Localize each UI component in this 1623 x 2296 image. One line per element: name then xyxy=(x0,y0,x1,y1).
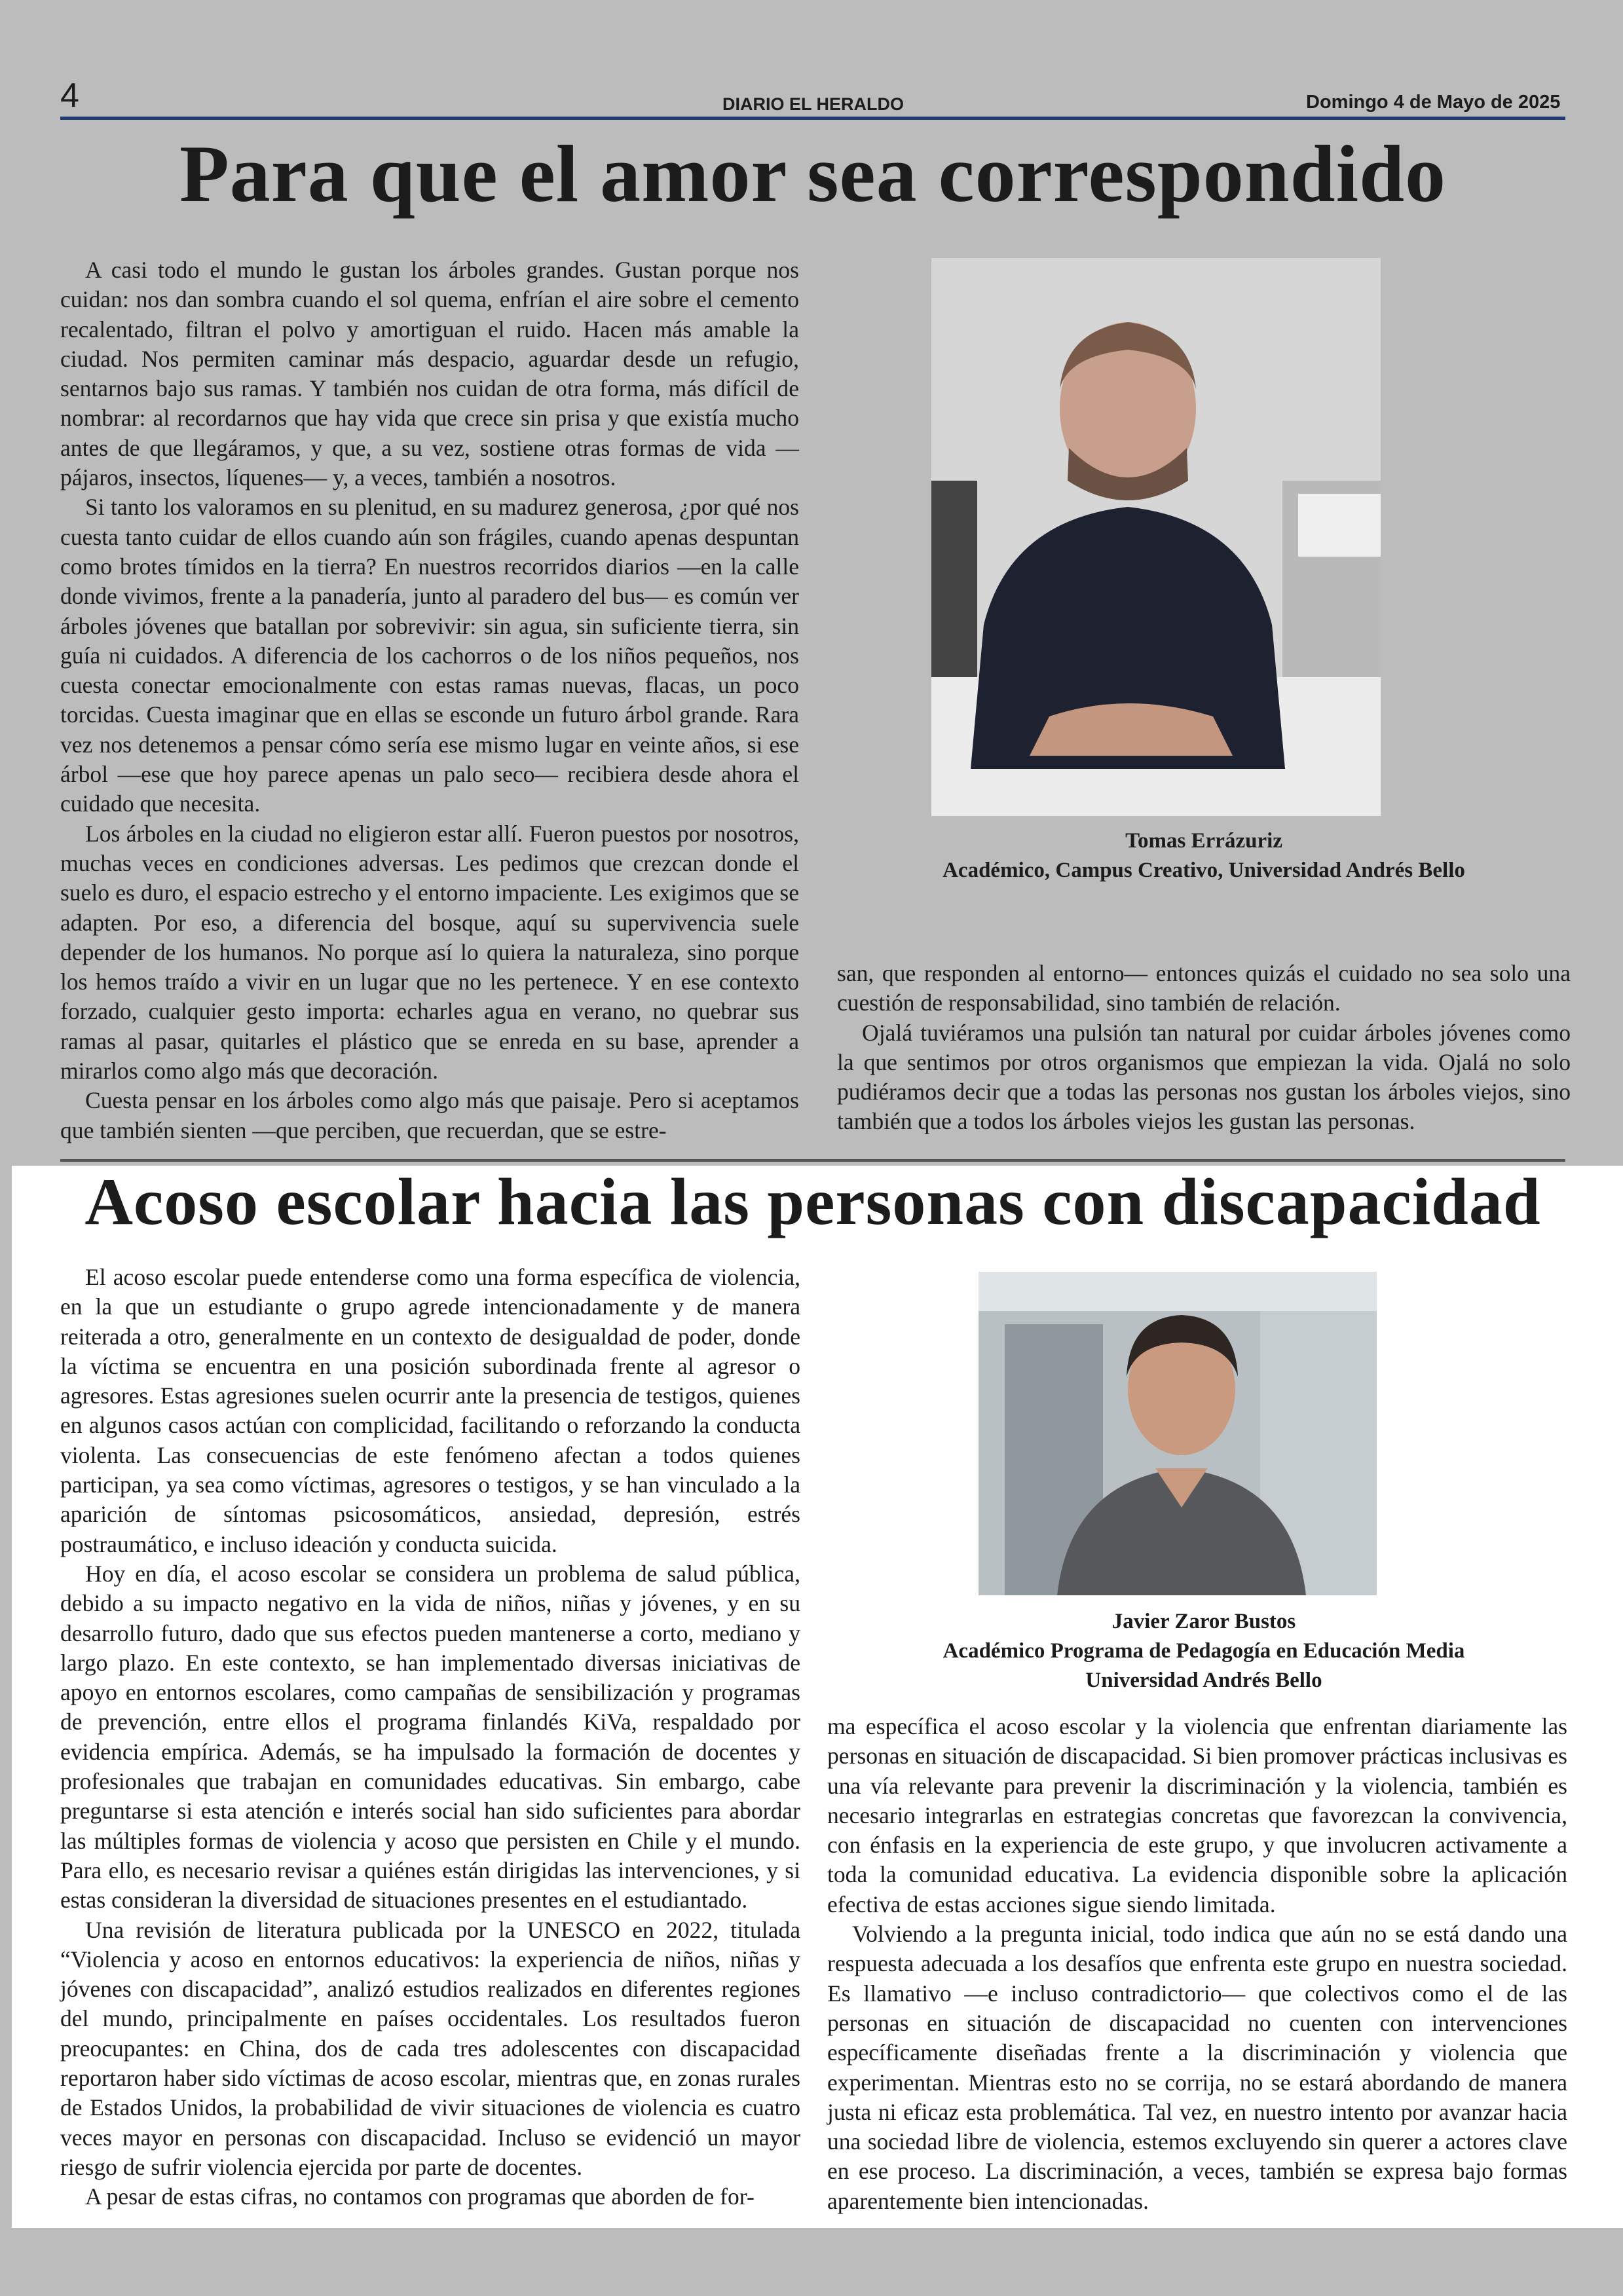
paragraph: Volviendo a la pregunta inicial, todo indica que aún no se está dando una respuesta adecuada a los desafíos que enfrenta este grupo en nuestra sociedad. Es llamativo —e incluso contradictorio— que colectivos como el de las personas en situación de discapacidad no cuenten con intervenciones específicamente diseñadas frente a la discriminación y violencia que experimentan. Mientras esto no se corrija, no se estará abordando de manera justa ni eficaz esta problemática. Tal vez, en nuestro intento por avanzar hacia una sociedad libre de violencia, estemos excluyendo sin querer a actores clave en ese proceso. La discriminación, a veces, también se expresa bajo formas aparentemente bien intencionadas. xyxy=(827,1921,1567,2214)
paragraph: Hoy en día, el acoso escolar se considera un problema de salud pública, debido a su impacto negativo en la vida de niños, niñas y jóvenes, y en su desarrollo futuro, dado que sus efectos pueden mantenerse a corto, mediano y largo plazo. En este contexto, se han implementado diversas iniciativas de apoyo en entornos escolares, como campañas de sensibilización y programas de prevención, entre ellos el programa finlandés KiVa, respaldado por evidencia empírica. Además, se ha impulsado la formación de docentes y profesionales que trabajan en comunidades educativas. Sin embargo, cabe preguntarse si esta atención e interés social han sido suficientes para abordar las múltiples formas de violencia y acoso que persisten en Chile y el mundo. Para ello, es necesario revisar a quiénes están dirigidas las intervenciones, y si estas consideran la diversidad de situaciones presentes en el estudiantado. xyxy=(60,1560,800,1914)
paragraph: El acoso escolar puede entenderse como una forma específica de violencia, en la que un estudiante o grupo agrede intencionadamente y de manera reiterada a otro, generalmente en un contexto de desigualdad de poder, donde la víctima se encuentra en una posición subordinada frente al agresor o agresores. Estas agresiones suelen ocurrir ante la presencia de testigos, quienes en algunos casos actúan con complicidad, facilitando o reforzando la conducta violenta. Las consecuencias de este fenómeno afectan a todos quienes participan, ya sea como víctimas, agresores o testigos, y se han vinculado a la aparición de síntomas psicosomáticos, ansiedad, depresión, estrés postraumático, e incluso ideación y conducta suicida. xyxy=(60,1264,800,1557)
author-name: Javier Zaror Bustos xyxy=(1111,1610,1296,1633)
portrait-photo-icon xyxy=(979,1272,1377,1595)
paragraph: Ojalá tuviéramos una pulsión tan natural por cuidar árboles jóvenes como la que sentimos por otros organismos que empiezan la vida. Ojalá no solo pudiéramos decir que a todas las personas nos gustan los árboles viejos, sino también que a todos los árboles viejos les gustan las personas. xyxy=(837,1019,1571,1135)
article-2-column-1 xyxy=(60,1263,800,2212)
page-number: 4 xyxy=(60,77,79,115)
article-2-title: Acoso escolar hacia las personas con discapacidad xyxy=(84,1165,1541,1239)
author-photo xyxy=(979,1272,1377,1595)
paragraph: ma específica el acoso escolar y la violencia que enfrentan diariamente las personas en situación de discapacidad. Si bien promover prácticas inclusivas es una vía relevante para prevenir la discriminación y la violencia, también es necesario integrarlas en estrategias concretas que favorezcan la convivencia, con énfasis en la experiencia de este grupo, y que involucren activamente a toda la comunidad educativa. La evidencia disponible sobre la aplicación efectiva de estas acciones sigue siendo limitada. xyxy=(827,1713,1567,1917)
photo-caption xyxy=(837,1607,1571,1695)
author-name: Tomas Errázuriz xyxy=(1125,829,1282,853)
author-role: Académico Programa de Pedagogía en Educación Media xyxy=(942,1639,1465,1663)
portrait-photo-icon xyxy=(931,258,1381,816)
paragraph: A casi todo el mundo le gustan los árboles grandes. Gustan porque nos cuidan: nos dan sombra cuando el sol quema, enfrían el aire sobre el cemento recalentado, filtran el polvo y amortiguan el ruido. Hacen más amable la ciudad. Nos permiten caminar más despacio, aguardar desde un refugio, sentarnos bajo sus ramas. Y también nos cuidan de otra forma, más difícil de nombrar: al recordarnos que hay vida que crece sin prisa y que existía mucho antes de que llegáramos, y que, a su vez, sostiene otras formas de vida —pájaros, insectos, líquenes— y, a veces, también a nosotros. xyxy=(60,257,799,491)
paragraph: A pesar de estas cifras, no contamos con programas que aborden de for- xyxy=(85,2183,755,2210)
section-divider xyxy=(60,1159,1565,1162)
author-photo xyxy=(931,258,1381,816)
article-1-column-1 xyxy=(60,255,799,1145)
header-rule xyxy=(60,117,1565,120)
issue-date: Domingo 4 de Mayo de 2025 xyxy=(1306,92,1561,113)
article-2-column-2 xyxy=(827,1712,1567,2216)
paragraph: Si tanto los valoramos en su plenitud, en su madurez generosa, ¿por qué nos cuesta tanto cuidar de ellos cuando aún son frágiles, cuando apenas despuntan como brotes tímidos en la tierra? En nuestros recorridos diarios —en la calle donde vivimos, frente a la panadería, junto al paradero del bus— es común ver árboles jóvenes que batallan por sobrevivir: sin agua, sin suficiente tierra, sin guía ni cuidados. A diferencia de los cachorros o de los niños pequeños, nos cuesta conectar emocionalmente con estas ramas nuevas, flacas, un poco torcidas. Cuesta imaginar que en ellas se esconde un futuro árbol grande. Rara vez nos detenemos a pensar cómo sería ese mismo lugar en veinte años, si ese árbol —ese que hoy parece apenas un palo seco— recibiera desde ahora el cuidado que necesita. xyxy=(60,494,799,817)
article-1-title: Para que el amor sea correspondido xyxy=(179,129,1447,219)
author-institution: Universidad Andrés Bello xyxy=(1085,1669,1322,1692)
author-role: Académico, Campus Creativo, Universidad Andrés Bello xyxy=(942,859,1465,882)
paragraph: san, que responden al entorno— entonces quizás el cuidado no sea solo una cuestión de responsabilidad, sino también de relación. xyxy=(837,960,1571,1016)
paragraph: Una revisión de literatura publicada por la UNESCO en 2022, titulada “Violencia y acoso en entornos educativos: la experiencia de niños, niñas y jóvenes con discapacidad”, analizó estudios realizados en diferentes regiones del mundo, principalmente en países occidentales. Los resultados fueron preocupantes: en China, dos de cada tres adolescentes con discapacidad reportaron haber sido víctimas de acoso escolar, mientras que, en zonas rurales de Estados Unidos, la probabilidad de vivir situaciones de violencia es cuatro veces mayor en personas con discapacidad. Incluso se evidenció un mayor riesgo de sufrir violencia ejercida por parte de docentes. xyxy=(60,1916,800,2180)
photo-caption xyxy=(837,826,1571,885)
article-1-column-2 xyxy=(837,959,1571,1137)
newspaper-name: DIARIO EL HERALDO xyxy=(722,94,905,114)
paragraph: Los árboles en la ciudad no eligieron estar allí. Fueron puestos por nosotros, muchas veces en condiciones adversas. Les pedimos que crezcan donde el suelo es duro, el espacio estrecho y el entorno impaciente. Les exigimos que se adapten. Por eso, a diferencia del bosque, aquí su supervivencia suele depender de los humanos. No porque así lo quiera la naturaleza, sino porque los hemos traído a vivir en un lugar que no les pertenece. Y en ese contexto forzado, cualquier gesto importa: echarles agua en verano, no quebrar sus ramas al pasar, quitarles el plástico que se enreda en su base, aprender a mirarlos como algo más que decoración. xyxy=(60,820,799,1084)
paragraph: Cuesta pensar en los árboles como algo más que paisaje. Pero si aceptamos que también sienten —que perciben, que recuerdan, que se estre- xyxy=(60,1087,799,1143)
